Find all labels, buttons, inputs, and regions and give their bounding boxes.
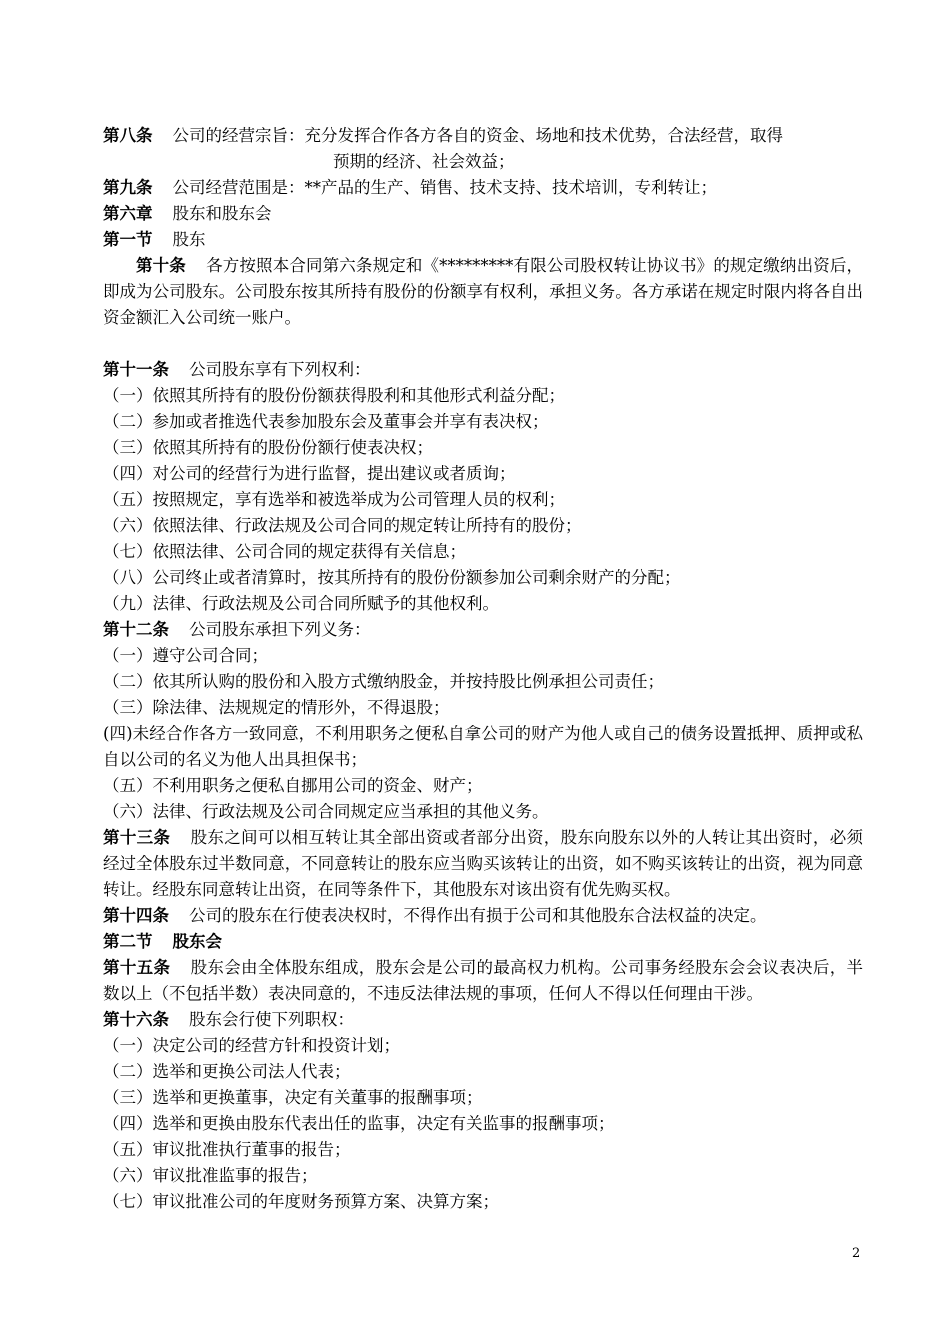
article-label: 第八条 [103,126,153,145]
page-number: 2 [852,1246,861,1261]
list-item: （六）依照法律、行政法规及公司合同的规定转让所持有的股份； [103,516,582,535]
article-label: 第十六条 [103,1010,169,1029]
article-8 [103,123,863,149]
article-text: 公司股东享有下列权利： [189,360,371,379]
chapter-title: 股东和股东会 [172,204,272,223]
list-item: （五）审议批准执行董事的报告； [103,1140,351,1159]
article-text: 公司的经营宗旨：充分发挥合作各方各自的资金、场地和技术优势，合法经营，取得 [172,126,783,145]
list-item: （七）审议批准公司的年度财务预算方案、决算方案； [103,1192,499,1211]
article-16 [103,1007,863,1033]
article-11 [103,357,863,383]
article-12 [103,617,863,643]
section-heading [103,929,863,955]
list-item: （三）除法律、法规规定的情形外，不得退股； [103,698,450,717]
section-label: 第二节 [103,932,153,951]
article-8-continuation [103,149,863,175]
article-label: 第十四条 [103,906,169,925]
chapter-heading [103,201,863,227]
list-item: （六）审议批准监事的报告； [103,1166,318,1185]
list-item: （一）依照其所持有的股份份额获得股利和其他形式利益分配； [103,386,565,405]
article-text: 股东之间可以相互转让其全部出资或者部分出资，股东向股东以外的人转让其出资时，必须经过全体股东过半数同意，不同意转让的股东应当购买该转让的出资，如不购买该转让的出资，视为同意转让。经股东同意转让出资，在同等条件下，其他股东对该出资有优先购买权。 [103,828,864,899]
section-title: 股东会 [172,932,222,951]
article-text: 预期的经济、社会效益； [333,152,515,171]
list-item: （二）依其所认购的股份和入股方式缴纳股金，并按持股比例承担公司责任； [103,672,664,691]
article-text: 股东会由全体股东组成，股东会是公司的最高权力机构。公司事务经股东会会议表决后，半数以上（不包括半数）表决同意的，不违反法律法规的事项，任何人不得以任何理由干涉。 [103,958,864,1003]
article-text: 公司的股东在行使表决权时，不得作出有损于公司和其他股东合法权益的决定。 [189,906,767,925]
article-label: 第十二条 [103,620,169,639]
article-label: 第十条 [136,256,186,275]
chapter-label: 第六章 [103,204,153,223]
list-item: （五）按照规定，享有选举和被选举成为公司管理人员的权利； [103,490,565,509]
article-text: 公司经营范围是：**产品的生产、销售、技术支持、技术培训，专利转让； [172,178,717,197]
article-13 [103,825,863,903]
article-label: 第十一条 [103,360,169,379]
article-text: 公司股东承担下列义务： [189,620,371,639]
list-item: （九）法律、行政法规及公司合同所赋予的其他权利。 [103,594,499,613]
article-text: 股东会行使下列职权： [189,1010,354,1029]
list-item: （一）遵守公司合同； [103,646,268,665]
list-item: （六）法律、行政法规及公司合同规定应当承担的其他义务。 [103,802,549,821]
list-item: （四）选举和更换由股东代表出任的监事，决定有关监事的报酬事项； [103,1114,615,1133]
list-item: （八）公司终止或者清算时，按其所持有的股份份额参加公司剩余财产的分配； [103,568,681,587]
article-label: 第九条 [103,178,153,197]
list-item: （一）决定公司的经营方针和投资计划； [103,1036,400,1055]
article-label: 第十五条 [103,958,171,977]
list-item: （五）不利用职务之便私自挪用公司的资金、财产； [103,776,483,795]
document-body [103,123,863,1215]
list-item: (四)未经合作各方一致同意，不利用职务之便私自拿公司的财产为他人或自己的债务设置抵押、质押或私自以公司的名义为他人出具担保书； [103,724,863,769]
list-item: （四）对公司的经营行为进行监督，提出建议或者质询； [103,464,516,483]
article-9 [103,175,863,201]
article-label: 第十三条 [103,828,171,847]
article-text: 各方按照本合同第六条规定和《*********有限公司股权转让协议书》的规定缴纳出资后，即成为公司股东。公司股东按其所持有股份的份额享有权利，承担义务。各方承诺在规定时限内将各自出资金额汇入公司统一账户。 [103,256,864,327]
list-item: （三）依照其所持有的股份份额行使表决权； [103,438,433,457]
section-title: 股东 [172,230,206,249]
article-14 [103,903,863,929]
list-item: （二）参加或者推选代表参加股东会及董事会并享有表决权； [103,412,549,431]
section-label: 第一节 [103,230,153,249]
article-15 [103,955,863,1007]
list-item: （七）依照法律、公司合同的规定获得有关信息； [103,542,466,561]
list-item: （二）选举和更换公司法人代表； [103,1062,351,1081]
article-10 [103,253,863,331]
section-heading [103,227,863,253]
list-item: （三）选举和更换董事，决定有关董事的报酬事项； [103,1088,483,1107]
